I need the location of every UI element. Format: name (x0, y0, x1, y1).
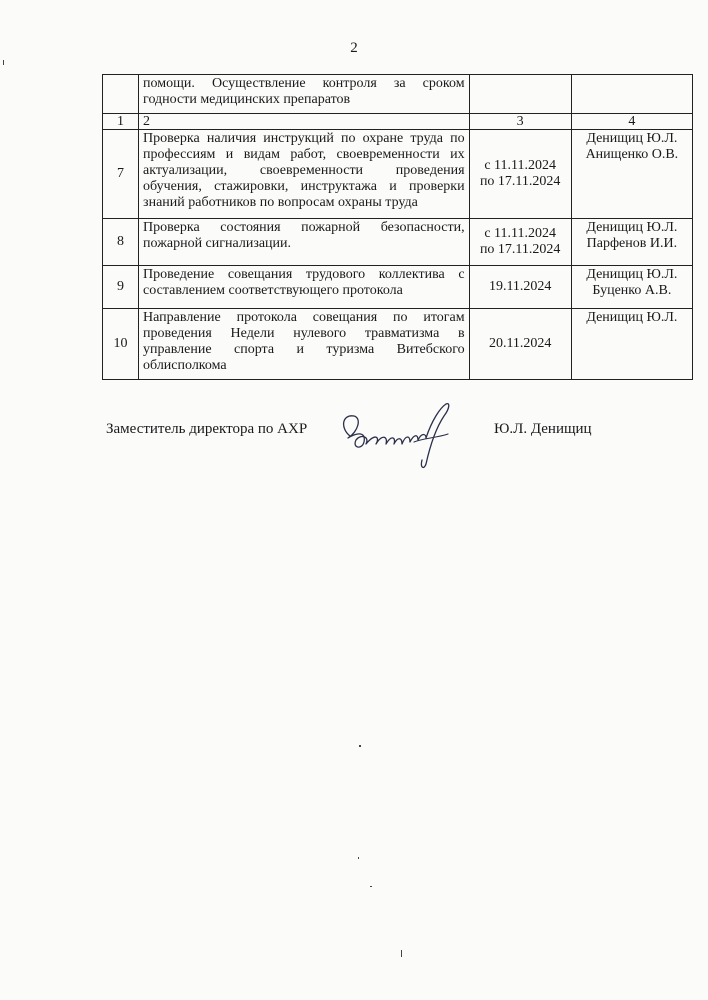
row-task: Направление протокола совещания по итогам проведения Недели нулевого травматизма в управление спорта и туризма Витебского облисполкома (139, 309, 470, 380)
row-task: Проверка наличия инструкций по охране труда по профессиям и видам работ, своевременности их актуализации, своевременности проведения обучения, стажировки, инструктажа и проверки знаний работников по вопросам охраны труда (139, 130, 470, 219)
signatory-position: Заместитель директора по АХР (106, 421, 308, 437)
row-task: Проведение совещания трудового коллектива с составлением соответствующего протокола (139, 266, 470, 309)
table-row (103, 266, 693, 309)
table-row (103, 130, 693, 219)
table-row (103, 309, 693, 380)
column-header-1: 1 (103, 114, 139, 130)
row-date: с 11.11.2024 по 17.11.2024 (469, 219, 571, 266)
table-cell-date (469, 75, 571, 114)
page-number: 2 (350, 40, 358, 56)
row-responsible: Денищиц Ю.Л. Анищенко О.В. (571, 130, 692, 219)
plan-table (102, 74, 693, 380)
row-number: 8 (103, 219, 139, 266)
table-row (103, 219, 693, 266)
handwritten-signature (336, 398, 466, 470)
column-header-2: 2 (139, 114, 470, 130)
scan-speck (401, 950, 402, 957)
row-date: 20.11.2024 (469, 309, 571, 380)
row-responsible: Денищиц Ю.Л. Парфенов И.И. (571, 219, 692, 266)
scan-speck (370, 886, 372, 887)
scan-speck (358, 857, 359, 859)
column-header-4: 4 (571, 114, 692, 130)
scan-speck (3, 60, 4, 65)
row-number: 10 (103, 309, 139, 380)
table-cell-task: помощи. Осуществление контроля за сроком годности медицинских препаратов (139, 75, 470, 114)
row-number: 7 (103, 130, 139, 219)
table-header-row (103, 114, 693, 130)
row-responsible: Денищиц Ю.Л. Буценко А.В. (571, 266, 692, 309)
row-date: 19.11.2024 (469, 266, 571, 309)
row-number: 9 (103, 266, 139, 309)
row-date: с 11.11.2024 по 17.11.2024 (469, 130, 571, 219)
table-cell-responsible (571, 75, 692, 114)
row-task: Проверка состояния пожарной безопасности, пожарной сигнализации. (139, 219, 470, 266)
table-cell-num (103, 75, 139, 114)
row-responsible: Денищиц Ю.Л. (571, 309, 692, 380)
column-header-3: 3 (469, 114, 571, 130)
scan-speck (359, 745, 361, 747)
signatory-name: Ю.Л. Денищиц (494, 421, 592, 437)
table-row-continuation (103, 75, 693, 114)
